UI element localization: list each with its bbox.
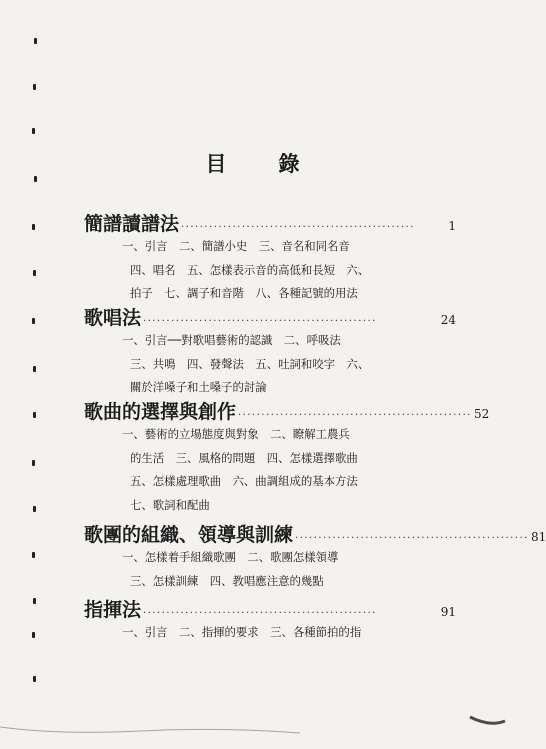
toc-subline: 一、引言 二、指揮的要求 三、各種節拍的指 <box>122 625 362 639</box>
leader-dots: ·················································· <box>181 222 415 233</box>
toc-heading: 歌曲的選擇與創作 <box>84 401 237 423</box>
toc-page-number: 24 <box>440 313 456 327</box>
toc-heading-row[interactable] <box>84 520 546 546</box>
binding-edge <box>0 0 44 749</box>
toc-heading-row[interactable] <box>84 209 456 235</box>
toc-heading-row[interactable] <box>84 595 456 621</box>
toc-subline: 一、引言 二、簡譜小史 三、音名和同名音 <box>122 239 350 253</box>
leader-dots: ·················································· <box>238 410 472 421</box>
title-char-left: 目 <box>205 151 227 176</box>
toc-subline: 關於洋嗓子和土嗓子的討論 <box>130 380 267 394</box>
toc-subline: 七、歌詞和配曲 <box>130 497 210 512</box>
toc-heading-row[interactable] <box>84 397 490 423</box>
toc-entry <box>84 303 456 400</box>
toc-page-number: 91 <box>440 605 456 619</box>
toc-subline: 一、引言──對歌唱藝術的認識 二、呼吸法 <box>122 333 341 347</box>
toc-heading: 簡譜讀譜法 <box>84 213 180 235</box>
title-char-right: 錄 <box>278 151 300 176</box>
toc-subline: 拍子 七、調子和音階 八、各種記號的用法 <box>130 286 358 300</box>
toc-subline: 的生活 三、風格的問題 四、怎樣選擇歌曲 <box>130 450 358 465</box>
toc-subline: 三、共鳴 四、發聲法 五、吐詞和咬字 六、 <box>130 356 370 371</box>
toc-heading: 歌團的組織、領導與訓練 <box>84 524 294 546</box>
toc-subline: 一、怎樣着手組織歌團 二、歌團怎樣領導 <box>122 550 339 564</box>
toc-page-number: 52 <box>473 407 490 421</box>
toc-entry <box>84 209 456 306</box>
toc-heading: 歌唱法 <box>84 307 142 329</box>
leader-dots: ·················································· <box>143 608 377 619</box>
page-bottom-edge <box>0 709 505 739</box>
page-title <box>0 148 505 178</box>
toc-heading-row[interactable] <box>84 303 456 329</box>
leader-dots: ·················································· <box>295 533 529 544</box>
leader-dots: ·················································· <box>143 316 377 327</box>
toc-entry <box>84 397 490 517</box>
toc-page-number: 1 <box>448 219 456 233</box>
toc-subline: 三、怎樣訓練 四、教唱應注意的幾點 <box>130 573 324 588</box>
toc-page-number: 81 <box>530 530 546 544</box>
toc-heading: 指揮法 <box>84 599 142 621</box>
toc-entry <box>84 595 456 645</box>
toc-subline: 一、藝術的立場態度與對象 二、瞭解工農兵 <box>122 427 350 441</box>
toc-entry <box>84 520 546 593</box>
toc-subline: 四、唱名 五、怎樣表示音的高低和長短 六、 <box>130 262 370 277</box>
toc-subline: 五、怎樣處理歌曲 六、曲調組成的基本方法 <box>130 474 358 488</box>
